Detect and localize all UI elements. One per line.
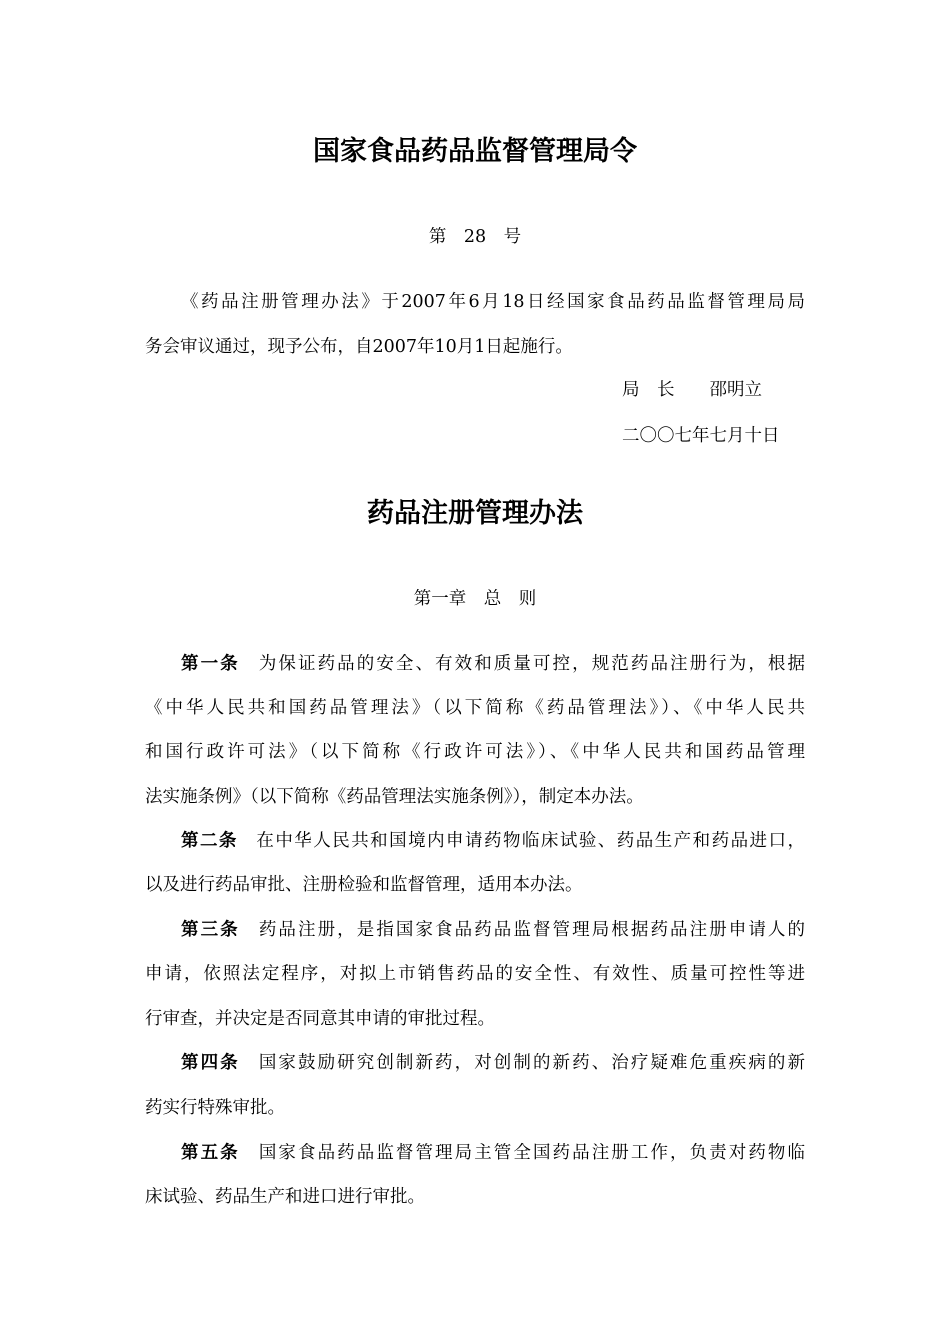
article-2-line-2: 以及进行药品审批、注册检验和监督管理，适用本办法。 — [145, 875, 583, 895]
article-1-line-4: 法实施条例》（以下简称《药品管理法实施条例》），制定本办法。 — [145, 787, 644, 807]
article-3-line-3: 行审查，并决定是否同意其申请的审批过程。 — [145, 1009, 495, 1029]
article-4-line-2: 药实行特殊审批。 — [145, 1098, 285, 1118]
article-4-line-1 — [181, 1051, 805, 1075]
article-3-line-2: 申请，依照法定程序，对拟上市销售药品的安全性、有效性、质量可控性等进 — [145, 964, 805, 984]
article-4-text: 国家鼓励研究创制新药，对创制的新药、治疗疑难危重疾病的新 — [256, 1053, 805, 1073]
order-paragraph-line-1: 《药品注册管理办法》于2007年6月18日经国家食品药品监督管理局局 — [181, 292, 805, 312]
article-4-label: 第四条 — [181, 1053, 240, 1073]
article-2-line-1 — [181, 829, 805, 853]
signing-date: 二〇〇七年七月十日 — [622, 426, 780, 446]
article-5-line-2: 床试验、药品生产和进口进行审批。 — [145, 1187, 425, 1207]
article-2-label: 第二条 — [181, 831, 238, 851]
article-3-label: 第三条 — [181, 920, 240, 940]
article-1-text: 为保证药品的安全、有效和质量可控，规范药品注册行为，根据 — [256, 654, 805, 674]
article-5-line-1 — [181, 1141, 805, 1165]
article-2-text: 在中华人民共和国境内申请药物临床试验、药品生产和药品进口， — [254, 831, 805, 851]
regulation-title: 药品注册管理办法 — [367, 498, 583, 529]
article-5-label: 第五条 — [181, 1143, 240, 1163]
order-title: 国家食品药品监督管理局令 — [313, 136, 637, 167]
article-5-text: 国家食品药品监督管理局主管全国药品注册工作，负责对药物临 — [256, 1143, 805, 1163]
chapter-heading: 第一章 总 则 — [413, 589, 537, 609]
article-3-text: 药品注册，是指国家食品药品监督管理局根据药品注册申请人的 — [256, 920, 805, 940]
article-1-line-2: 《中华人民共和国药品管理法》（以下简称《药品管理法》）、《中华人民共 — [145, 698, 805, 718]
article-1-line-1 — [181, 652, 805, 676]
order-paragraph-line-2: 务会审议通过，现予公布，自2007年10月1日起施行。 — [145, 337, 573, 357]
signer: 局 长 邵明立 — [622, 380, 762, 400]
order-number: 第 28 号 — [428, 227, 522, 247]
article-1-label: 第一条 — [181, 654, 240, 674]
article-3-line-1 — [181, 918, 805, 942]
article-1-line-3: 和国行政许可法》（以下简称《行政许可法》）、《中华人民共和国药品管理 — [145, 742, 805, 762]
